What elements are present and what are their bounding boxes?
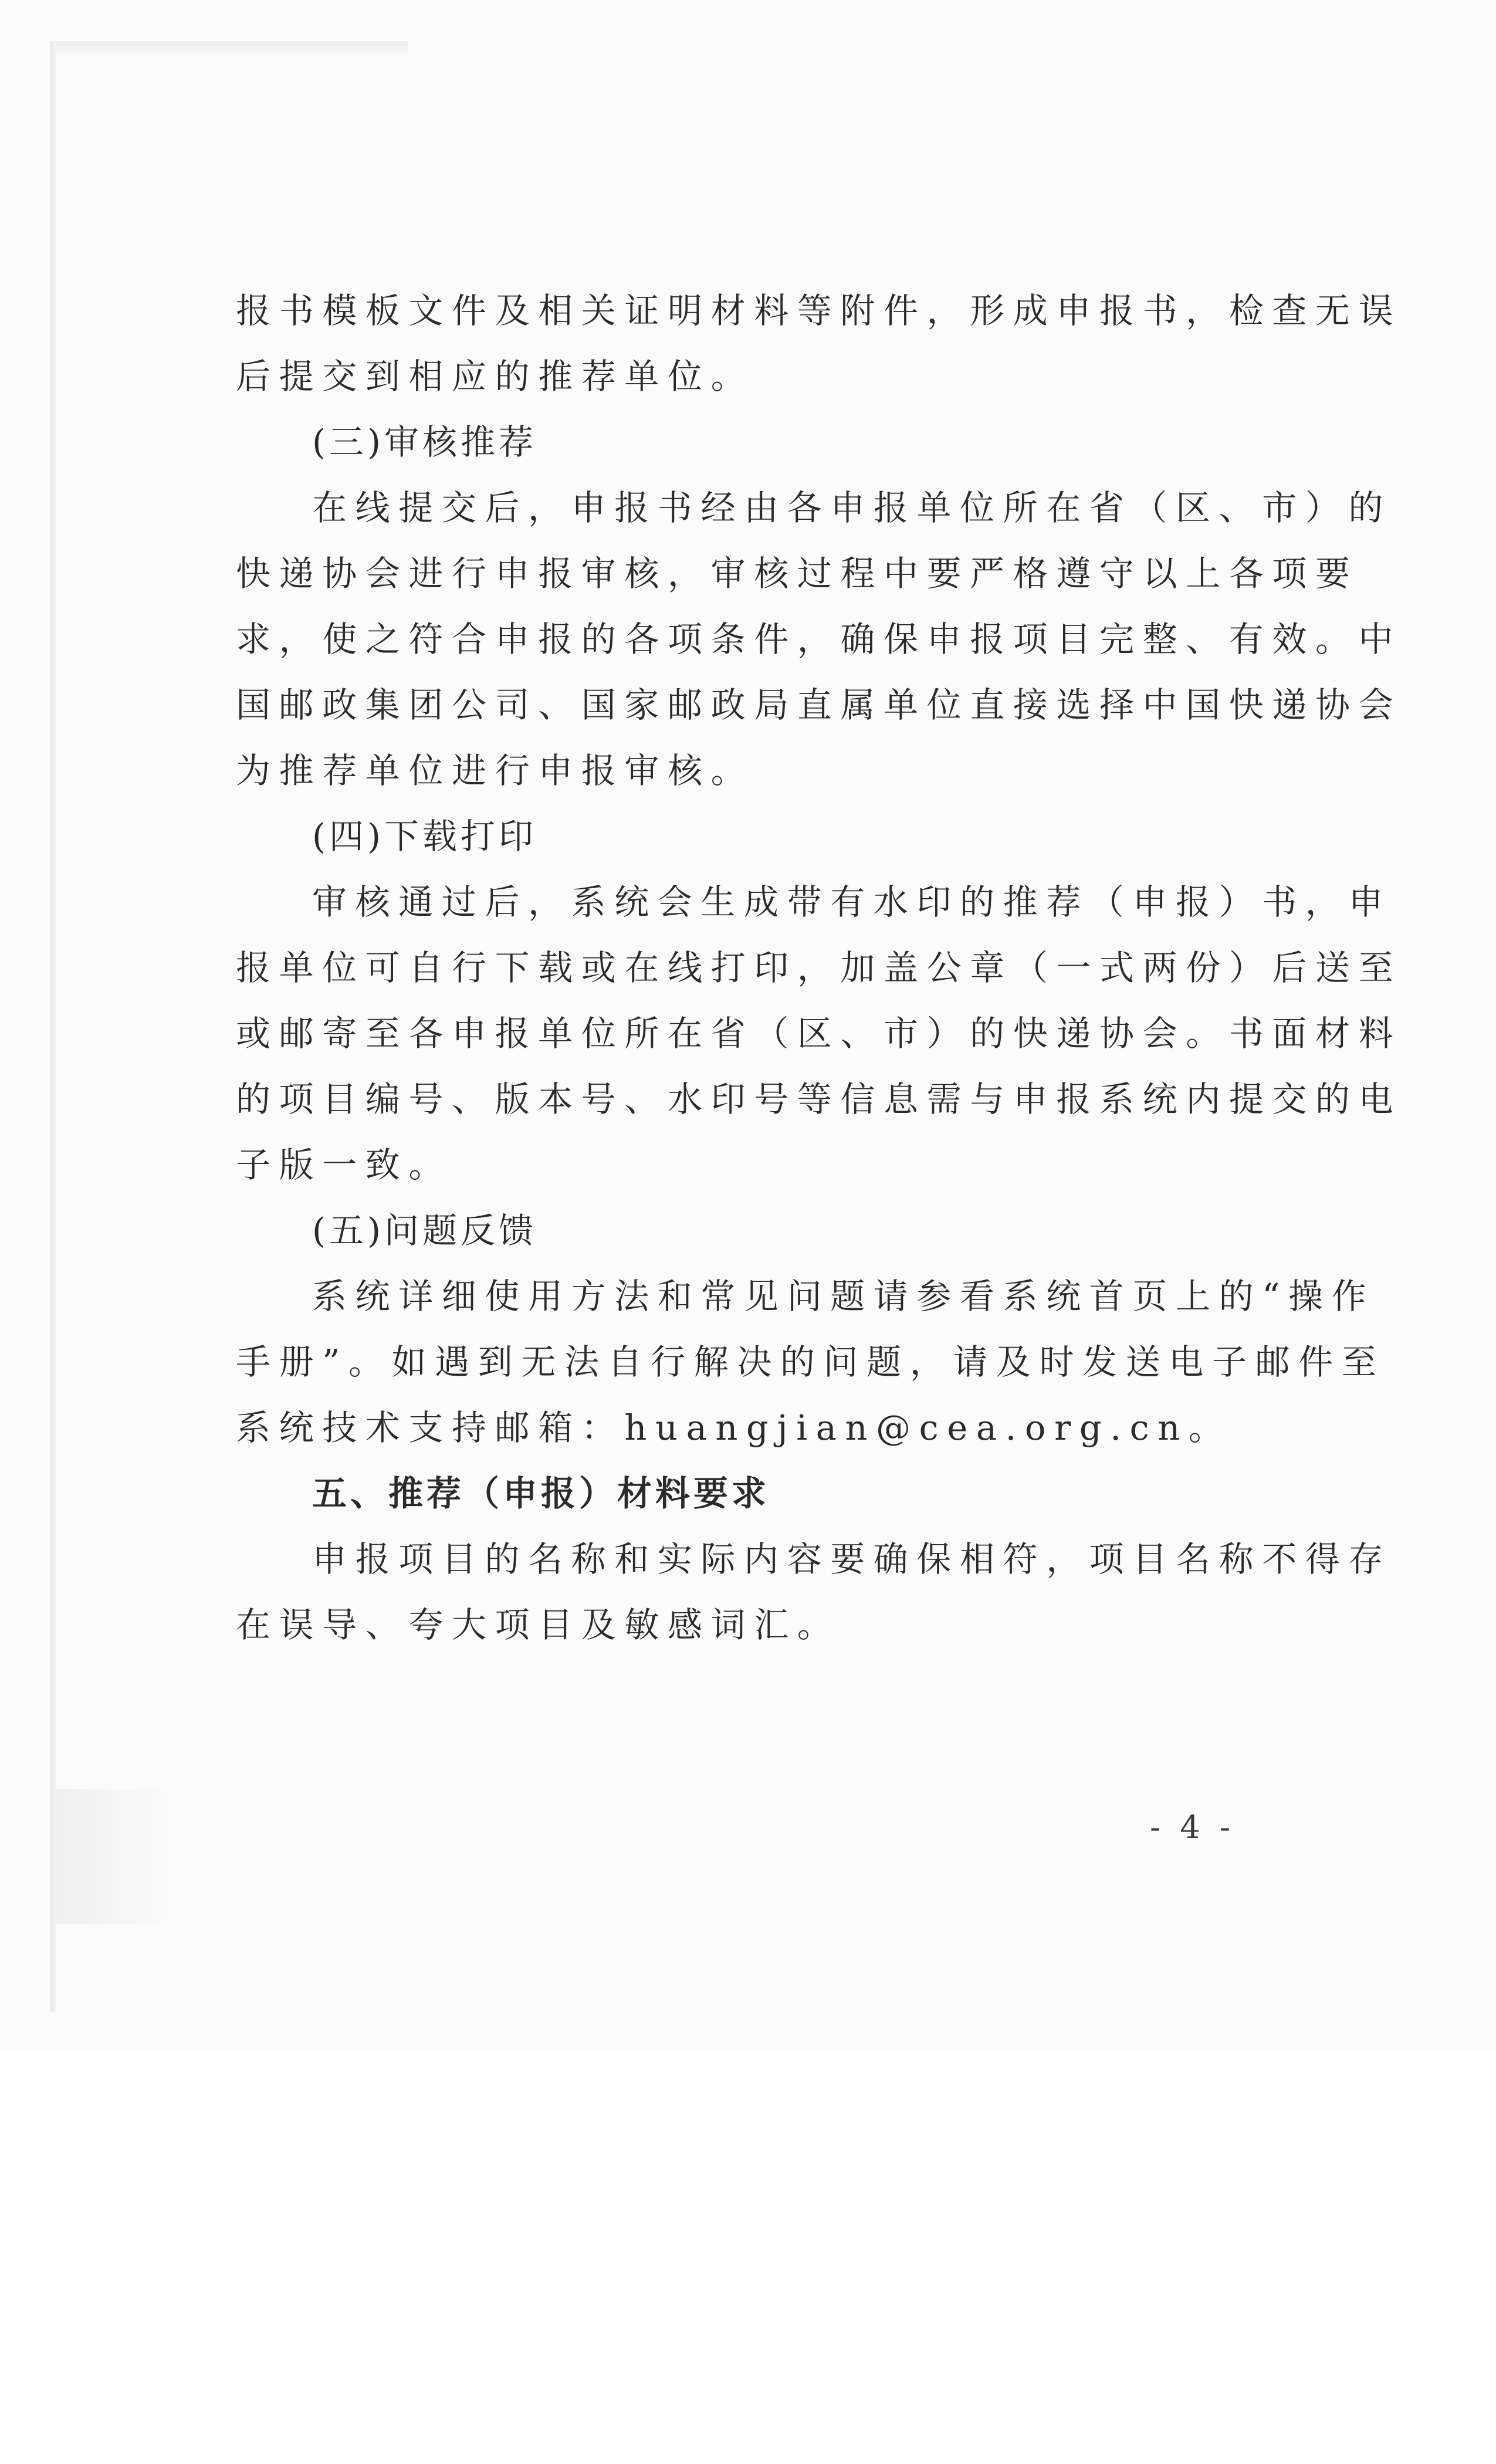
- paragraph-line: 后提交到相应的推荐单位。: [236, 356, 754, 397]
- paragraph-line: 报书模板文件及相关证明材料等附件，形成申报书，检查无误: [236, 290, 1402, 331]
- paragraph-line: 子版一致。: [236, 1145, 452, 1185]
- paragraph-line: 报单位可自行下载或在线打印，加盖公章（一式两份）后送至: [236, 947, 1402, 988]
- paragraph-line: 在线提交后，申报书经由各申报单位所在省（区、市）的: [312, 488, 1392, 528]
- paragraph-line: 手册”。如遇到无法自行解决的问题，请及时发送电子邮件至: [236, 1342, 1385, 1382]
- paragraph-line: 或邮寄至各申报单位所在省（区、市）的快递协会。书面材料: [236, 1013, 1402, 1054]
- paragraph-line: 审核通过后，系统会生成带有水印的推荐（申报）书，申: [312, 882, 1392, 922]
- paragraph-line: 系统详细使用方法和常见问题请参看系统首页上的“操作: [312, 1276, 1375, 1316]
- section-heading: (三)审核推荐: [312, 422, 537, 462]
- section-heading: (五)问题反馈: [312, 1210, 537, 1251]
- page-number: - 4 -: [1150, 1809, 1236, 1846]
- paragraph-line: 在误导、夸大项目及敏感词汇。: [236, 1605, 841, 1645]
- paragraph-line: 快递协会进行申报审核，审核过程中要严格遵守以上各项要: [236, 553, 1359, 594]
- paragraph-line: 的项目编号、版本号、水印号等信息需与申报系统内提交的电: [236, 1079, 1402, 1119]
- scan-shade: [56, 1789, 174, 1924]
- scan-shade: [56, 41, 408, 59]
- paragraph-line: 求，使之符合申报的各项条件，确保申报项目完整、有效。中: [236, 619, 1402, 659]
- scan-edge: [50, 41, 56, 2012]
- paragraph-line: 申报项目的名称和实际内容要确保相符，项目名称不得存: [312, 1539, 1392, 1579]
- paragraph-line: 国邮政集团公司、国家邮政局直属单位直接选择中国快递协会: [236, 685, 1402, 725]
- paragraph-line: 为推荐单位进行申报审核。: [236, 750, 754, 791]
- section-heading: (四)下载打印: [312, 816, 537, 857]
- chapter-heading: 五、推荐（申报）材料要求: [312, 1473, 770, 1514]
- paragraph-line: 系统技术支持邮箱：huangjian@cea.org.cn。: [236, 1407, 1232, 1448]
